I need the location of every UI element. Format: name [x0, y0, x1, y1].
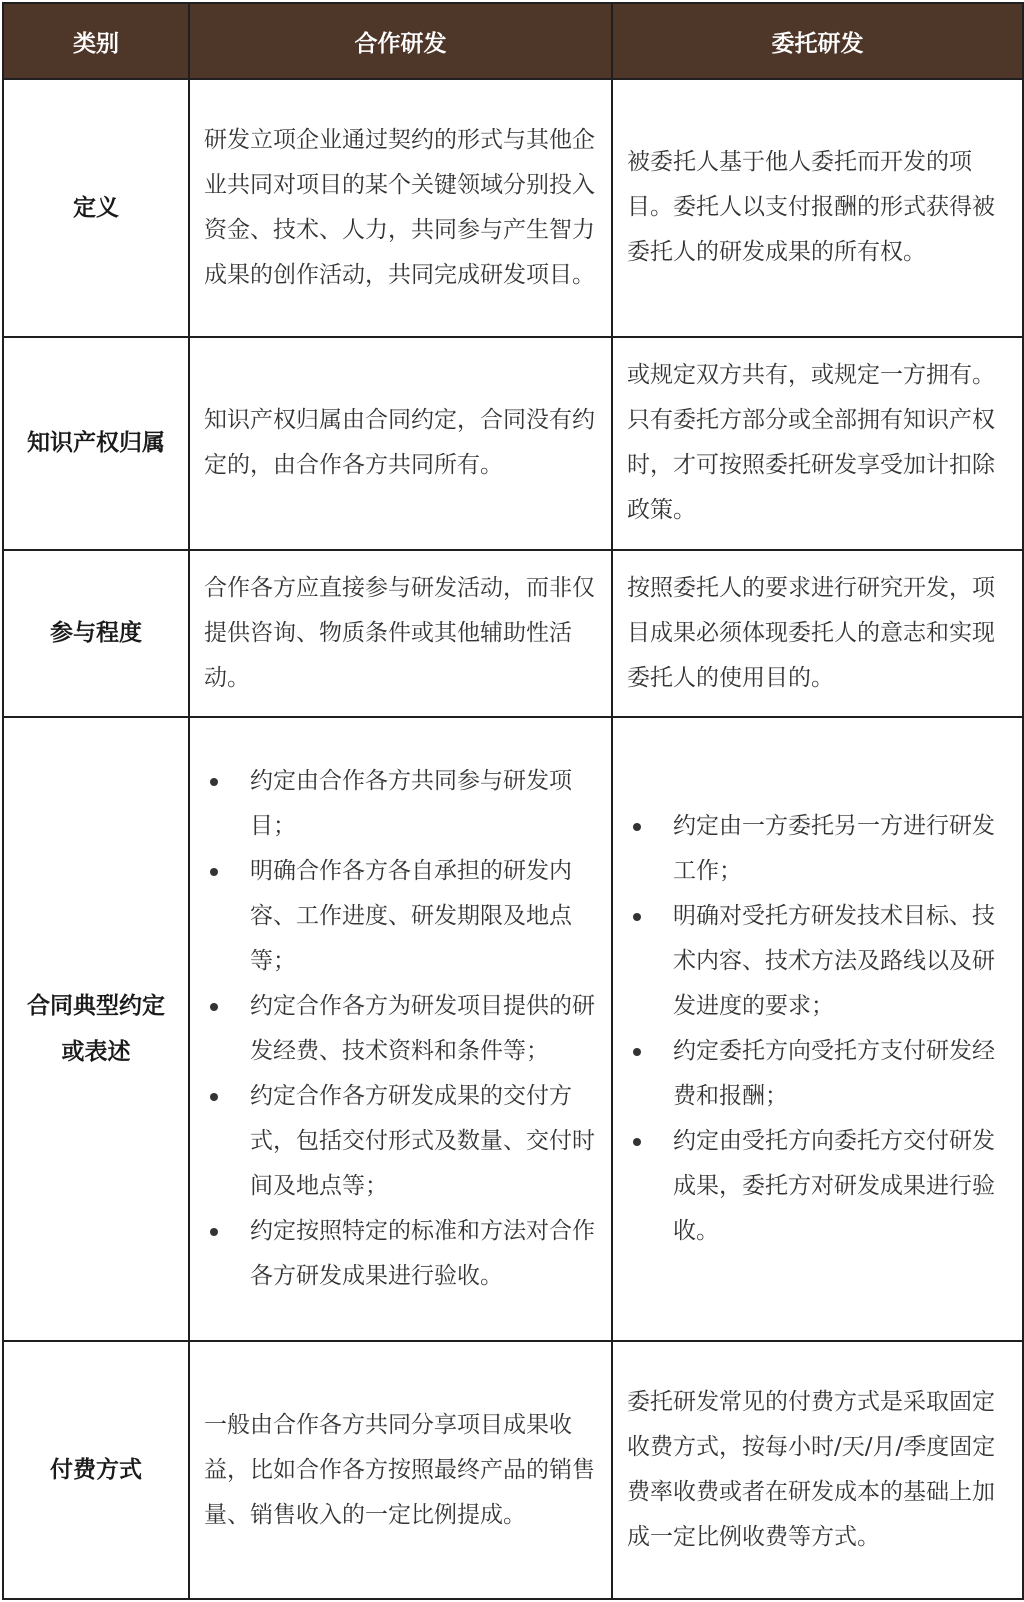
- header-category: 类别: [3, 3, 189, 79]
- list-item: [204, 759, 599, 849]
- row-participation: [3, 550, 1023, 718]
- header-commissioned: 委托研发: [612, 3, 1023, 79]
- commissioned-cell: 或规定双方共有，或规定一方拥有。只有委托方部分或全部拥有知识产权时，才可按照委托研发享受加计扣除政策。: [612, 337, 1023, 550]
- commissioned-cell: 按照委托人的要求进行研究开发，项目成果必须体现委托人的意志和实现委托人的使用目的。: [612, 550, 1023, 718]
- cooperative-cell: 知识产权归属由合同约定，合同没有约定的，由合作各方共同所有。: [189, 337, 612, 550]
- cooperative-bullet-list: [204, 759, 599, 1299]
- list-item-text: 约定按照特定的标准和方法对合作各方研发成果进行验收。: [250, 1218, 595, 1290]
- commissioned-cell: [612, 717, 1023, 1341]
- list-item-text: 约定合作各方为研发项目提供的研发经费、技术资料和条件等；: [250, 993, 595, 1065]
- bullet-icon: [210, 778, 218, 786]
- category-cell: 付费方式: [3, 1341, 189, 1599]
- commissioned-cell: 被委托人基于他人委托而开发的项目。委托人以支付报酬的形式获得被委托人的研发成果的所有权。: [612, 79, 1023, 337]
- category-cell: 参与程度: [3, 550, 189, 718]
- list-item: [204, 1074, 599, 1209]
- cooperative-cell: 研发立项企业通过契约的形式与其他企业共同对项目的某个关键领域分别投入资金、技术、人力，共同参与产生智力成果的创作活动，共同完成研发项目。: [189, 79, 612, 337]
- bullet-icon: [210, 1093, 218, 1101]
- list-item-text: 约定由合作各方共同参与研发项目；: [250, 768, 572, 840]
- bullet-icon: [633, 823, 641, 831]
- list-item: [204, 984, 599, 1074]
- cooperative-cell: [189, 717, 612, 1341]
- cooperative-cell: 合作各方应直接参与研发活动，而非仅提供咨询、物质条件或其他辅助性活动。: [189, 550, 612, 718]
- list-item: [204, 1209, 599, 1299]
- bullet-icon: [633, 1048, 641, 1056]
- header-row: [3, 3, 1023, 79]
- list-item-text: 约定由一方委托另一方进行研发工作；: [673, 813, 995, 885]
- list-item: [204, 849, 599, 984]
- row-ip-ownership: [3, 337, 1023, 550]
- list-item-text: 约定由受托方向委托方交付研发成果，委托方对研发成果进行验收。: [673, 1128, 995, 1245]
- category-cell: 知识产权归属: [3, 337, 189, 550]
- list-item: [627, 894, 1010, 1029]
- list-item: [627, 1029, 1010, 1119]
- list-item-text: 约定委托方向受托方支付研发经费和报酬；: [673, 1038, 995, 1110]
- cooperative-cell: 一般由合作各方共同分享项目成果收益，比如合作各方按照最终产品的销售量、销售收入的一定比例提成。: [189, 1341, 612, 1599]
- bullet-icon: [633, 913, 641, 921]
- commissioned-cell: 委托研发常见的付费方式是采取固定收费方式，按每小时/天/月/季度固定费率收费或者在研发成本的基础上加成一定比例收费等方式。: [612, 1341, 1023, 1599]
- list-item-text: 明确合作各方各自承担的研发内容、工作进度、研发期限及地点等；: [250, 858, 572, 975]
- category-cell: [3, 717, 189, 1341]
- bullet-icon: [210, 1003, 218, 1011]
- header-cooperative: 合作研发: [189, 3, 612, 79]
- row-payment: [3, 1341, 1023, 1599]
- commissioned-bullet-list: [627, 804, 1010, 1254]
- bullet-icon: [210, 868, 218, 876]
- category-cell: 定义: [3, 79, 189, 337]
- category-line: 或表述: [61, 1039, 131, 1066]
- list-item: [627, 1119, 1010, 1254]
- list-item-text: 约定合作各方研发成果的交付方式，包括交付形式及数量、交付时间及地点等；: [250, 1083, 595, 1200]
- bullet-icon: [210, 1228, 218, 1236]
- bullet-icon: [633, 1138, 641, 1146]
- comparison-table: [2, 2, 1024, 1600]
- list-item-text: 明确对受托方研发技术目标、技术内容、技术方法及路线以及研发进度的要求；: [673, 903, 995, 1020]
- row-contract-terms: [3, 717, 1023, 1341]
- list-item: [627, 804, 1010, 894]
- category-line: 合同典型约定: [27, 993, 165, 1020]
- row-definition: [3, 79, 1023, 337]
